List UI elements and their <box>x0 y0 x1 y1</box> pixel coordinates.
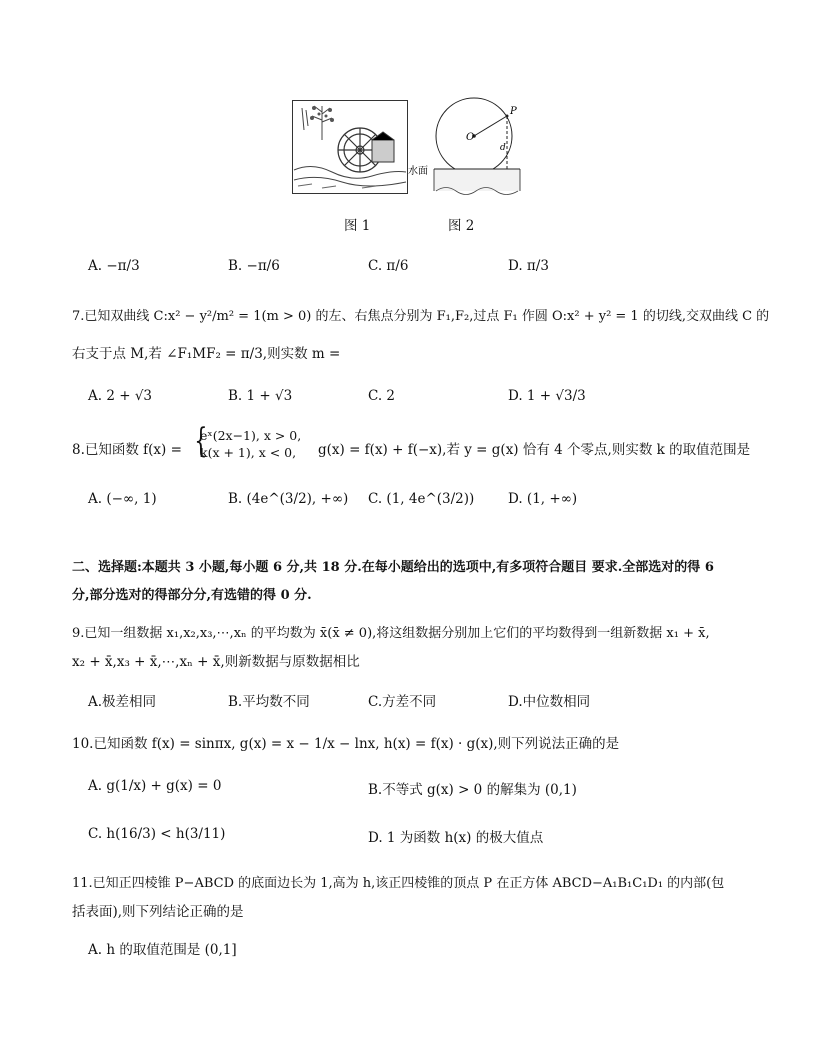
figure-2-circle-diagram <box>406 96 526 198</box>
q9-option-d: D.中位数相同 <box>508 694 591 710</box>
q7-stem-line2: 右支于点 M,若 ∠F₁MF₂ = π/3,则实数 m = <box>72 346 341 362</box>
label-p: P <box>510 106 517 117</box>
circle-diagram <box>406 96 526 198</box>
q11-option-a: A. h 的取值范围是 (0,1] <box>88 942 237 958</box>
q8-piecewise-brace: { <box>194 421 208 461</box>
section-2-instructions-line1: 二、选择题:本题共 3 小题,每小题 6 分,共 18 分.在每小题给出的选项中,有多项符合题目 要求.全部选对的得 6 <box>72 560 714 575</box>
q11-stem-line1: 11.已知正四棱锥 P−ABCD 的底面边长为 1,高为 h,该正四棱锥的顶点 P 在正方体 ABCD−A₁B₁C₁D₁ 的内部(包 <box>72 876 725 891</box>
q10-option-c: C. h(16/3) < h(3/11) <box>88 826 226 842</box>
q10-option-b: B.不等式 g(x) > 0 的解集为 (0,1) <box>368 782 577 798</box>
label-d: d <box>500 143 506 153</box>
figure-1-caption: 图 1 <box>344 218 371 234</box>
q9-option-b: B.平均数不同 <box>228 694 310 710</box>
q7-stem-line1: 7.已知双曲线 C:x² − y²/m² = 1(m > 0) 的左、右焦点分别为 F₁,F₂,过点 F₁ 作圆 O:x² + y² = 1 的切线,交双曲线 C 的 <box>72 309 770 324</box>
waterwheel-image <box>292 100 408 194</box>
q8-option-c: C. (1, 4e^(3/2)) <box>368 491 475 507</box>
q9-option-c: C.方差不同 <box>368 694 437 710</box>
q9-option-a: A.极差相同 <box>88 694 157 710</box>
label-water-surface: 水面 <box>408 166 428 177</box>
q8-option-d: D. (1, +∞) <box>508 491 578 507</box>
q10-stem: 10.已知函数 f(x) = sinπx, g(x) = x − 1/x − lnx, h(x) = f(x) · g(x),则下列说法正确的是 <box>72 736 620 752</box>
label-o: O <box>466 132 475 143</box>
q8-option-a: A. (−∞, 1) <box>88 491 157 507</box>
q8-option-b: B. (4e^(3/2), +∞) <box>228 491 349 507</box>
q10-option-d: D. 1 为函数 h(x) 的极大值点 <box>368 830 544 846</box>
q7-option-c: C. 2 <box>368 388 396 404</box>
q6-option-a: A. −π/3 <box>88 258 140 274</box>
q6-option-b: B. −π/6 <box>228 258 280 274</box>
q8-case-2: k(x + 1), x < 0, <box>200 445 297 460</box>
q9-stem-line2: x₂ + x̄,x₃ + x̄,⋯,xₙ + x̄,则新数据与原数据相比 <box>72 654 360 670</box>
figure-1-waterwheel <box>292 100 408 194</box>
q7-option-d: D. 1 + √3/3 <box>508 388 586 404</box>
q9-stem-line1: 9.已知一组数据 x₁,x₂,x₃,⋯,xₙ 的平均数为 x̄(x̄ ≠ 0),将这组数据分别加上它们的平均数得到一组新数据 x₁ + x̄, <box>72 626 710 641</box>
q6-option-c: C. π/6 <box>368 258 409 274</box>
q6-option-d: D. π/3 <box>508 258 549 274</box>
section-2-instructions-line2: 分,部分选对的得部分分,有选错的得 0 分. <box>72 588 312 603</box>
q8-case-1: eˣ(2x−1), x > 0, <box>200 428 302 443</box>
q10-option-a: A. g(1/x) + g(x) = 0 <box>88 778 222 794</box>
q8-stem-suffix: g(x) = f(x) + f(−x),若 y = g(x) 恰有 4 个零点,则实数 k 的取值范围是 <box>318 442 751 458</box>
q8-stem-prefix: 8.已知函数 f(x) = <box>72 442 182 458</box>
q7-option-b: B. 1 + √3 <box>228 388 293 404</box>
q7-option-a: A. 2 + √3 <box>88 388 153 404</box>
q11-stem-line2: 括表面),则下列结论正确的是 <box>72 904 244 920</box>
figure-2-caption: 图 2 <box>448 218 475 234</box>
